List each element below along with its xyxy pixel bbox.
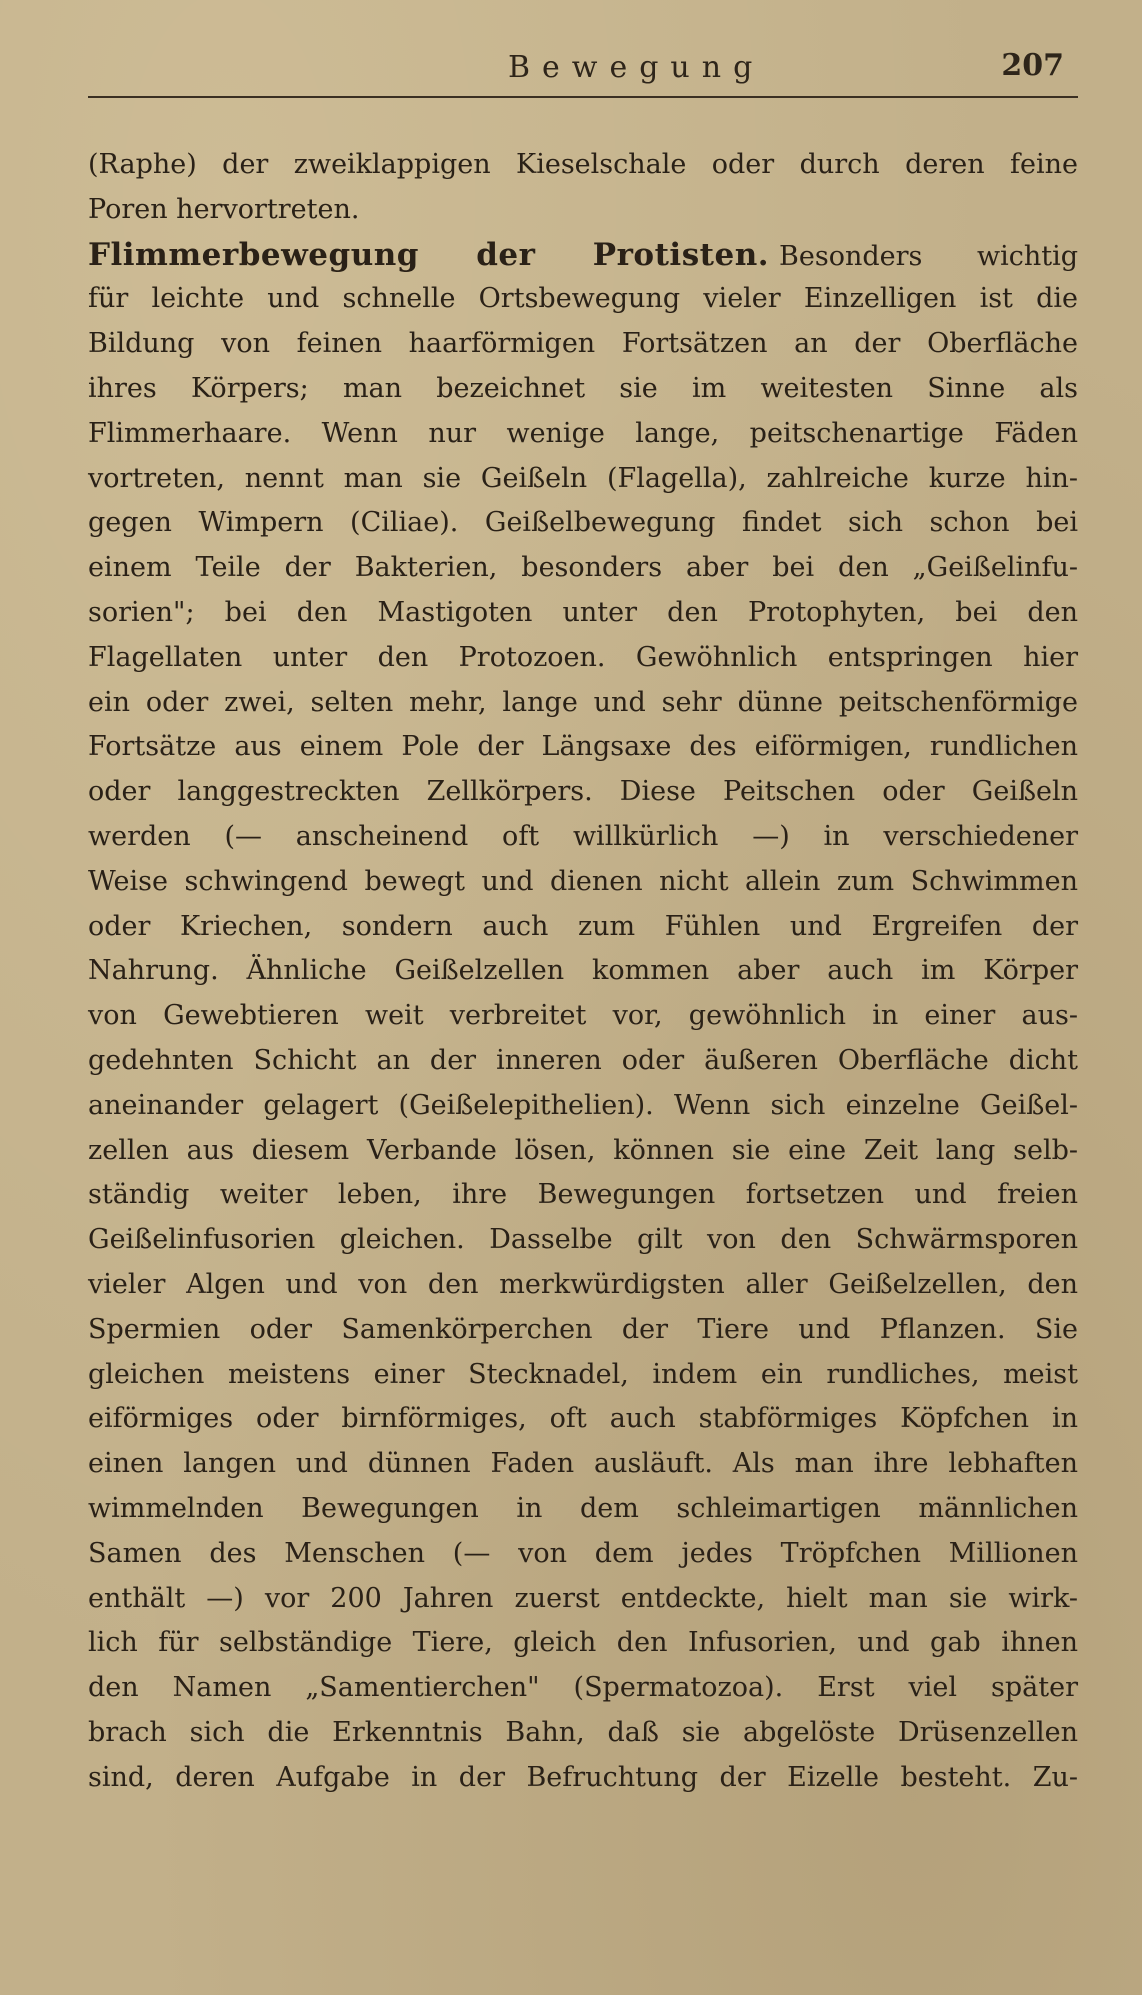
- text-line: den Namen „Samentierchen" (Spermatozoa). Erst viel später: [88, 1672, 1078, 1704]
- text-line: Poren hervortreten.: [88, 193, 360, 225]
- running-title: Bewegung: [508, 50, 765, 85]
- text-line: sind, deren Aufgabe in der Befruchtung der Eizelle besteht. Zu-: [88, 1761, 1078, 1793]
- text-line: vortreten, nennt man sie Geißeln (Flagella), zahlreiche kurze hin-: [88, 462, 1078, 494]
- text-line: wimmelnden Bewegungen in dem schleimartigen männlichen: [88, 1492, 1078, 1524]
- text-line: vieler Algen und von den merkwürdigsten aller Geißelzellen, den: [88, 1268, 1078, 1300]
- text-line: Spermien oder Samenkörperchen der Tiere und Pflanzen. Sie: [88, 1313, 1078, 1345]
- text-line: Geißelinfusorien gleichen. Dasselbe gilt von den Schwärmsporen: [88, 1224, 1078, 1256]
- text-line: werden (— anscheinend oft willkürlich —) in verschiedener: [88, 820, 1078, 852]
- text-line: brach sich die Erkenntnis Bahn, daß sie abgelöste Drüsenzellen: [88, 1716, 1078, 1748]
- text-line: Fortsätze aus einem Pole der Längsaxe des eiförmigen, rundlichen: [88, 731, 1078, 763]
- text-line: aneinander gelagert (Geißelepithelien). Wenn sich einzelne Geißel-: [88, 1089, 1078, 1121]
- text-line: Samen des Menschen (— von dem jedes Tröpfchen Millionen: [88, 1537, 1078, 1569]
- text-line: Flagellaten unter den Protozoen. Gewöhnlich entspringen hier: [88, 641, 1078, 673]
- heading-line: [88, 233, 1078, 278]
- section-heading: Flimmerbewegung der Protisten.: [88, 236, 770, 273]
- text-line: gedehnten Schicht an der inneren oder äußeren Oberfläche dicht: [88, 1044, 1078, 1076]
- text-line: sorien"; bei den Mastigoten unter den Protophyten, bei den: [88, 596, 1078, 628]
- text-line: (Raphe) der zweiklappigen Kieselschale oder durch deren feine: [88, 149, 1078, 180]
- text-line: oder Kriechen, sondern auch zum Fühlen und Ergreifen der: [88, 910, 1078, 942]
- page-number: 207: [1001, 48, 1064, 83]
- text-line: Weise schwingend bewegt und dienen nicht allein zum Schwimmen: [88, 865, 1078, 897]
- text-line: eiförmiges oder birnförmiges, oft auch stabförmiges Köpfchen in: [88, 1403, 1078, 1435]
- text-line: gegen Wimpern (Ciliae). Geißelbewegung findet sich schon bei: [88, 507, 1078, 539]
- page-header: [88, 46, 1078, 98]
- text-fragment: Besonders wichtig: [779, 240, 1078, 272]
- text-line: ihres Körpers; man bezeichnet sie im weitesten Sinne als: [88, 372, 1078, 404]
- text-line: gleichen meistens einer Stecknadel, indem ein rundliches, meist: [88, 1358, 1078, 1390]
- text-line: lich für selbständige Tiere, gleich den Infusorien, und gab ihnen: [88, 1627, 1078, 1659]
- body-text: [88, 143, 1078, 1800]
- text-line: ständig weiter leben, ihre Bewegungen fortsetzen und freien: [88, 1179, 1078, 1211]
- text-line: für leichte und schnelle Ortsbewegung vieler Einzelligen ist die: [88, 283, 1078, 315]
- text-line: einem Teile der Bakterien, besonders aber bei den „Geißelinfu-: [88, 552, 1078, 584]
- text-line: Flimmerhaare. Wenn nur wenige lange, peitschenartige Fäden: [88, 417, 1078, 449]
- text-line: oder langgestreckten Zellkörpers. Diese Peitschen oder Geißeln: [88, 776, 1078, 808]
- text-line: enthält —) vor 200 Jahren zuerst entdeckte, hielt man sie wirk-: [88, 1582, 1078, 1614]
- text-line: Nahrung. Ähnliche Geißelzellen kommen aber auch im Körper: [88, 955, 1078, 987]
- text-line: Bildung von feinen haarförmigen Fortsätzen an der Oberfläche: [88, 328, 1078, 360]
- text-line: zellen aus diesem Verbande lösen, können sie eine Zeit lang selb-: [88, 1134, 1078, 1166]
- text-line: von Gewebtieren weit verbreitet vor, gewöhnlich in einer aus-: [88, 1000, 1078, 1032]
- text-line: einen langen und dünnen Faden ausläuft. Als man ihre lebhaften: [88, 1448, 1078, 1480]
- text-line: ein oder zwei, selten mehr, lange und sehr dünne peitschenförmige: [88, 686, 1078, 718]
